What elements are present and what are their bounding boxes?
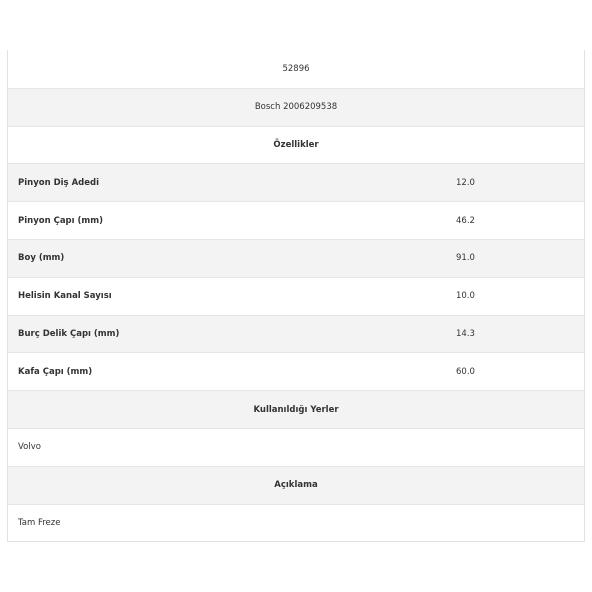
spec-value: 60.0 [456, 366, 475, 377]
spec-value: 46.2 [456, 215, 475, 226]
features-header-row [8, 126, 584, 164]
reference-number: Bosch 2006209538 [254, 102, 338, 113]
spec-row [8, 201, 584, 239]
spec-row [8, 277, 584, 315]
spec-row [8, 163, 584, 201]
description-row [8, 504, 584, 542]
spec-row [8, 315, 584, 353]
product-code-row [8, 50, 584, 88]
usage-title: Kullanıldığı Yerler [253, 404, 339, 415]
spec-label: Burç Delik Çapı (mm) [18, 328, 120, 339]
product-code: 52896 [282, 63, 310, 74]
spec-row [8, 352, 584, 390]
features-title: Özellikler [273, 139, 319, 150]
spec-row [8, 239, 584, 277]
spec-label: Kafa Çapı (mm) [18, 366, 93, 377]
spec-value: 10.0 [456, 291, 475, 302]
description-value: Tam Freze [18, 517, 61, 528]
spec-label: Helisin Kanal Sayısı [18, 291, 112, 302]
spec-value: 12.0 [456, 177, 475, 188]
usage-value: Volvo [18, 442, 41, 453]
spec-value: 14.3 [456, 328, 475, 339]
spec-label: Boy (mm) [18, 253, 65, 264]
spec-label: Pinyon Diş Adedi [18, 177, 99, 188]
spec-value: 91.0 [456, 253, 475, 264]
spec-label: Pinyon Çapı (mm) [18, 215, 103, 226]
description-header-row [8, 466, 584, 504]
usage-header-row [8, 390, 584, 428]
product-spec-table [7, 50, 585, 542]
description-title: Açıklama [274, 480, 318, 491]
reference-row [8, 88, 584, 126]
usage-row [8, 428, 584, 466]
